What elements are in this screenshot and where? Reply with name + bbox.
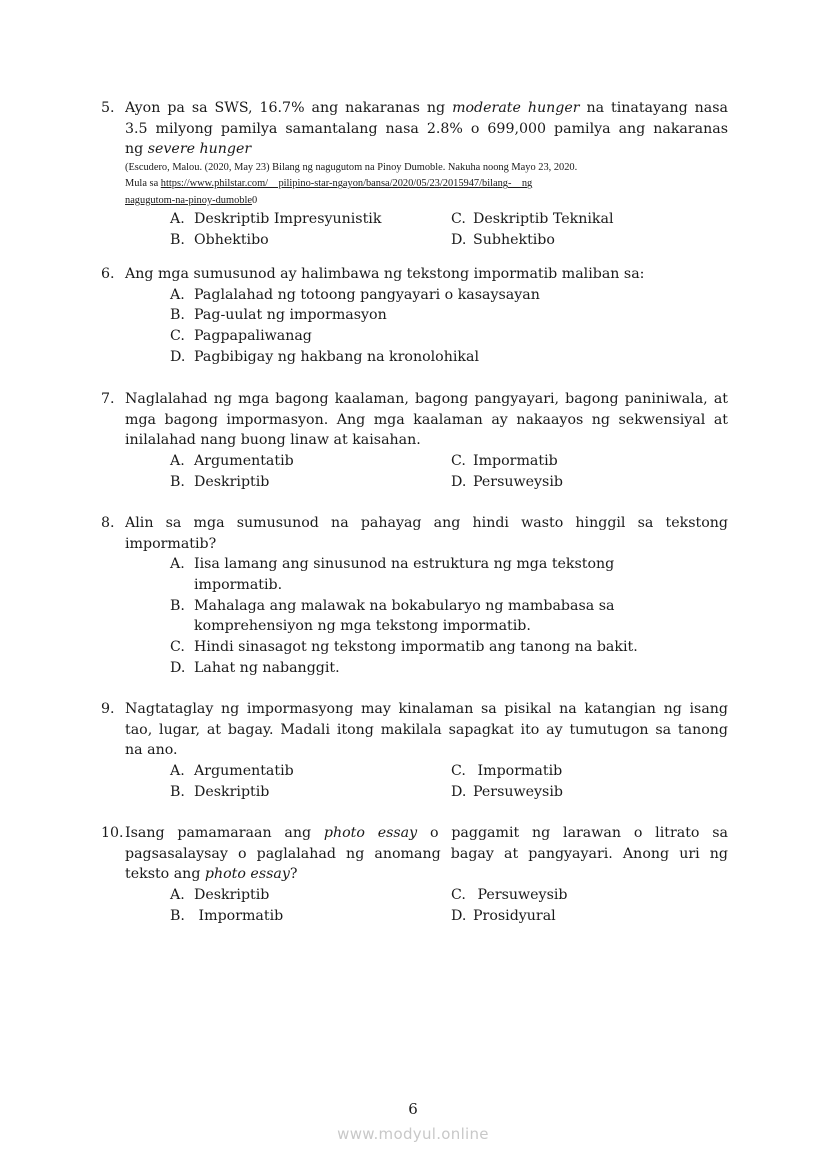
option-b: Mahalaga ang malawak na bokabularyo ng mambabasa sa: [194, 597, 615, 614]
option-letter: A.: [170, 453, 185, 470]
text-segment: o paggamit ng larawan o litrato sa: [417, 825, 728, 841]
question-text: Ang mga sumusunod ay halimbawa ng tekstong impormatib maliban sa:: [125, 266, 645, 282]
option-b: Impormatib: [194, 907, 284, 924]
option-letter: D.: [451, 473, 467, 490]
option-letter: B.: [170, 231, 185, 248]
option-row: [101, 575, 728, 596]
option-row: [101, 285, 728, 306]
option-letter: C.: [451, 210, 466, 227]
citation: [125, 176, 728, 192]
question-text: tao, lugar, at bagay. Madali itong makilala sapagkat ito ay tumutugon sa tanong: [125, 721, 728, 738]
option-row: [101, 637, 728, 658]
option-row: [101, 906, 728, 927]
option-letter: C.: [451, 453, 466, 470]
question-number: 10.: [101, 825, 124, 841]
citation: [125, 193, 728, 209]
option-c: Impormatib: [473, 453, 558, 470]
option-a: Deskriptib: [194, 887, 270, 904]
option-row: [101, 554, 728, 575]
option-c: Pagpapaliwanag: [194, 328, 312, 345]
question-text: [125, 866, 297, 882]
text-segment: Mula sa: [125, 178, 161, 190]
option-row: [101, 616, 728, 637]
option-letter: D.: [170, 348, 186, 365]
option-letter: D.: [451, 907, 467, 924]
question-6: [101, 264, 728, 367]
question-number: 8.: [101, 515, 115, 531]
question-text: inilalahad nang buong linaw at kaisahan.: [125, 432, 421, 449]
option-row: [101, 347, 728, 368]
text-segment: Isang pamamaraan ang: [125, 825, 324, 841]
option-b: Deskriptib: [194, 783, 270, 800]
question-number: 7.: [101, 391, 115, 407]
option-letter: B.: [170, 307, 185, 324]
option-d: Persuweysib: [473, 473, 563, 490]
option-letter: C.: [451, 887, 466, 904]
option-row: [101, 761, 728, 782]
text-segment: ?: [289, 866, 298, 883]
question-number: 6.: [101, 266, 115, 282]
option-letter: C.: [170, 639, 185, 656]
option-row: [101, 596, 728, 617]
question-text: [125, 141, 251, 157]
option-row: [101, 658, 728, 679]
option-d: Prosidyural: [473, 907, 556, 924]
option-letter: A.: [170, 763, 185, 780]
option-letter: A.: [170, 887, 185, 904]
option-letter: B.: [170, 597, 185, 614]
text-segment: ng: [125, 141, 148, 158]
option-row: [101, 326, 728, 347]
option-row: [101, 209, 728, 230]
italic-term: moderate hunger: [452, 100, 580, 116]
question-10: [101, 823, 728, 926]
option-a: Iisa lamang ang sinusunod na estruktura ng mga tekstong: [194, 556, 615, 573]
option-row: [101, 472, 728, 493]
question-text: Nagtataglay ng impormasyong may kinalaman sa pisikal na katangian ng isang: [125, 701, 728, 717]
question-text: Naglalahad ng mga bagong kaalaman, bagong pangyayari, bagong paniniwala, at: [125, 391, 728, 407]
option-b: Obhektibo: [194, 231, 269, 248]
option-letter: D.: [170, 659, 186, 676]
question-text: pagsasalaysay o paglalahad ng anomang bagay at pangyayari. Anong uri ng: [125, 845, 728, 862]
question-5: [101, 98, 728, 250]
option-d: Pagbibigay ng hakbang na kronolohikal: [194, 348, 479, 365]
option-a: Argumentatib: [194, 763, 294, 780]
option-row: [101, 230, 728, 251]
question-text: na ano.: [125, 742, 178, 759]
question-text: [125, 98, 728, 119]
option-d: Lahat ng nabanggit.: [194, 659, 340, 676]
page-number: 6: [408, 1100, 418, 1118]
option-letter: D.: [451, 231, 467, 248]
option-letter: B.: [170, 907, 185, 924]
question-text: mga bagong impormasyon. Ang mga kaalaman ay nakaayos ng sekwensiyal at: [125, 411, 728, 428]
italic-term: severe hunger: [147, 141, 252, 158]
option-letter: D.: [451, 783, 467, 800]
option-row: [101, 305, 728, 326]
text-segment: Ayon pa sa SWS, 16.7% ang nakaranas ng: [125, 100, 453, 116]
question-8: [101, 513, 728, 679]
text-segment: teksto ang: [125, 866, 205, 883]
option-letter: A.: [170, 556, 185, 573]
option-b: Deskriptib: [194, 473, 270, 490]
option-letter: C.: [451, 763, 466, 780]
option-d: Persuweysib: [473, 783, 563, 800]
text-segment: na tinatayang nasa: [579, 100, 728, 116]
italic-term: photo essay: [323, 825, 418, 841]
option-c: Hindi sinasagot ng tekstong impormatib ang tanong na bakit.: [194, 639, 638, 656]
question-7: [101, 389, 728, 492]
question-number: 9.: [101, 701, 115, 717]
text-segment: 0: [251, 194, 258, 206]
option-b: Pag-uulat ng impormasyon: [194, 307, 387, 324]
option-letter: A.: [170, 210, 185, 227]
question-text: Alin sa mga sumusunod na pahayag ang hindi wasto hinggil sa tekstong: [125, 515, 728, 531]
option-b-continued: komprehensiyon ng mga tekstong impormatib.: [194, 618, 531, 635]
question-text: [125, 823, 728, 844]
option-letter: C.: [170, 328, 185, 345]
option-c: Persuweysib: [473, 887, 568, 904]
question-text: impormatib?: [125, 535, 217, 552]
option-a: Argumentatib: [194, 453, 294, 470]
option-a: Deskriptib Impresyunistik: [194, 210, 382, 227]
citation-link[interactable]: https://www.philstar.com/ pilipino-star-ngayon/bansa/2020/05/23/2015947/bilang- ng: [160, 178, 533, 190]
option-letter: B.: [170, 783, 185, 800]
watermark: www.modyul.online: [337, 1125, 489, 1143]
option-c: Deskriptib Teknikal: [473, 210, 614, 227]
citation: (Escudero, Malou. (2020, May 23) Bilang ng nagugutom na Pinoy Dumoble. Nakuha noong Mayo 23, 2020.: [125, 162, 578, 174]
option-row: [101, 885, 728, 906]
option-letter: A.: [170, 286, 185, 303]
option-d: Subhektibo: [473, 231, 555, 248]
citation-link[interactable]: nagugutom-na-pinoy-dumoble: [125, 194, 252, 206]
question-9: [101, 699, 728, 802]
option-row: [101, 782, 728, 803]
question-text: 3.5 milyong pamilya samantalang nasa 2.8% o 699,000 pamilya ang nakaranas: [125, 120, 728, 137]
option-letter: B.: [170, 473, 185, 490]
option-a: Paglalahad ng totoong pangyayari o kasaysayan: [194, 286, 540, 303]
option-a-continued: impormatib.: [194, 577, 283, 594]
option-row: [101, 451, 728, 472]
italic-term: photo essay: [204, 866, 290, 883]
question-number: 5.: [101, 100, 115, 116]
option-c: Impormatib: [473, 763, 563, 780]
